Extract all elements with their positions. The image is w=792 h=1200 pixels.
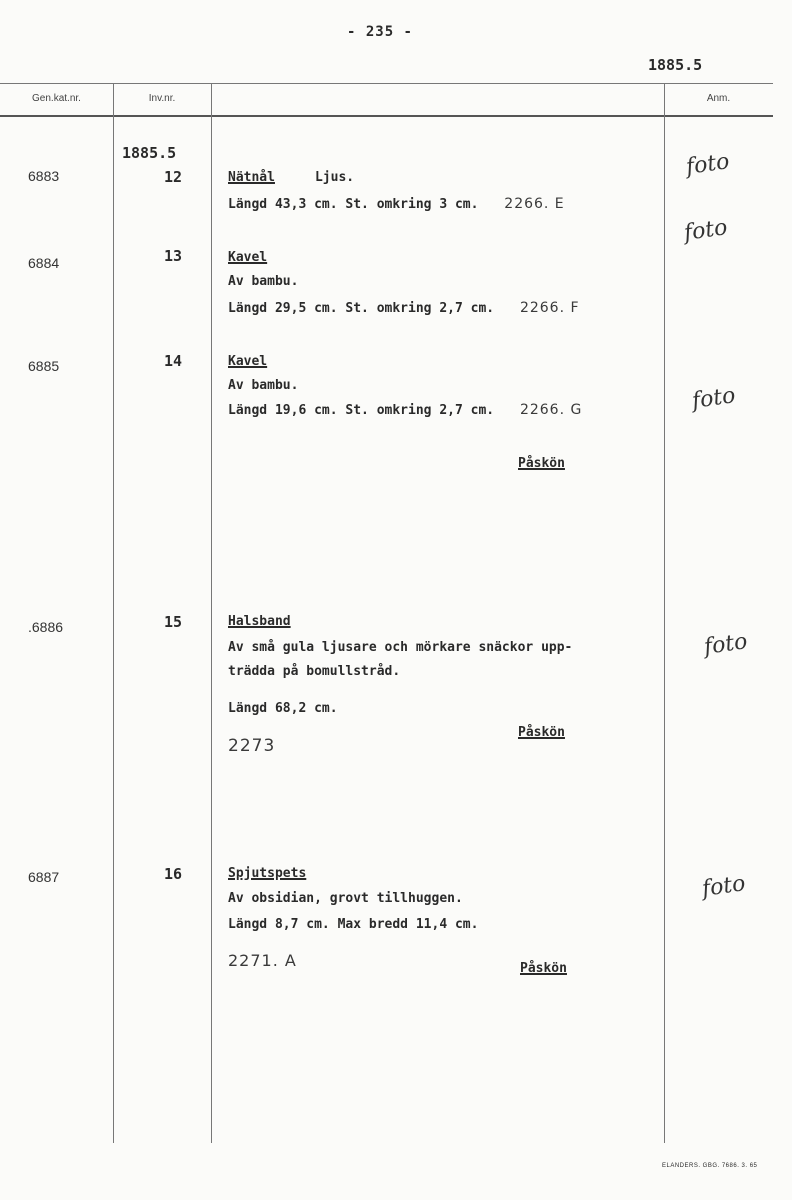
entry-title: Kavel — [228, 354, 268, 369]
entry-title-line — [228, 170, 354, 185]
gen-kat-nr: 6883 — [28, 168, 60, 184]
catalog-reference: 2266. G — [519, 402, 583, 418]
catalog-reference: 2271. A — [228, 951, 297, 970]
inv-nr: 13 — [163, 247, 182, 265]
entry-description: Av bambu. — [228, 378, 299, 393]
entry-title-line — [228, 614, 291, 629]
photo-annotation: foto — [702, 629, 750, 660]
entry-measure: Längd 29,5 cm. St. omkring 2,7 cm. — [228, 301, 495, 316]
provenance-label: Påskön — [518, 725, 565, 740]
entry-description: Av obsidian, grovt tillhuggen. — [228, 891, 463, 906]
page-number: - 235 - — [346, 24, 413, 40]
printer-imprint: ELANDERS. GBG. 7686. 3. 65 — [662, 1163, 758, 1169]
entry-measure-line — [228, 402, 582, 418]
gen-kat-nr: .6886 — [28, 619, 64, 635]
entry-measure: Längd 68,2 cm. — [228, 701, 338, 716]
inv-nr: 12 — [163, 168, 182, 186]
entry-description-continued: trädda på bomullstråd. — [228, 664, 401, 679]
catalog-reference: 2266. F — [519, 300, 580, 316]
inv-nr: 15 — [163, 613, 182, 631]
catalog-reference: 2273 — [228, 736, 276, 756]
entry-measure: Längd 43,3 cm. St. omkring 3 cm. — [228, 197, 479, 212]
provenance-label: Påskön — [520, 961, 567, 976]
entry-title-line — [228, 354, 267, 369]
column-divider-gen — [113, 83, 114, 1143]
entry-description: Av bambu. — [228, 274, 299, 289]
entry-measure-line — [228, 300, 580, 316]
entry-measure: Längd 19,6 cm. St. omkring 2,7 cm. — [228, 403, 495, 418]
column-header-anm: Anm. — [706, 93, 731, 104]
entry-title-extra: Ljus. — [314, 170, 355, 185]
photo-annotation: foto — [690, 383, 738, 414]
entry-title-line — [228, 250, 267, 265]
inv-nr: 16 — [163, 865, 182, 883]
column-header-gen: Gen.kat.nr. — [32, 93, 81, 104]
header-top-rule — [0, 83, 773, 84]
gen-kat-nr: 6887 — [28, 869, 60, 885]
photo-annotation: foto — [700, 871, 748, 902]
entry-measure-line — [228, 196, 565, 212]
entry-title: Kavel — [228, 250, 268, 265]
catalog-reference: 2266. E — [504, 196, 565, 212]
page-year: 1885.5 — [648, 56, 703, 74]
provenance-label: Påskön — [518, 456, 565, 471]
entry-description: Av små gula ljusare och mörkare snäckor upp- — [228, 640, 573, 655]
photo-annotation: foto — [684, 149, 732, 180]
gen-kat-nr: 6885 — [28, 358, 60, 374]
inv-year: 1885.5 — [122, 144, 177, 162]
column-divider-anm — [664, 83, 665, 1143]
photo-annotation: foto — [682, 215, 730, 246]
inv-nr: 14 — [163, 352, 182, 370]
entry-title: Halsband — [228, 614, 291, 629]
entry-title-line — [228, 866, 306, 881]
gen-kat-nr: 6884 — [28, 255, 60, 271]
entry-title: Nätnål — [228, 170, 275, 185]
entry-measure: Längd 8,7 cm. Max bredd 11,4 cm. — [228, 917, 479, 932]
entry-title: Spjutspets — [228, 866, 307, 881]
column-divider-inv — [211, 83, 212, 1143]
header-bottom-rule — [0, 115, 773, 117]
column-header-inv: Inv.nr. — [148, 93, 176, 104]
